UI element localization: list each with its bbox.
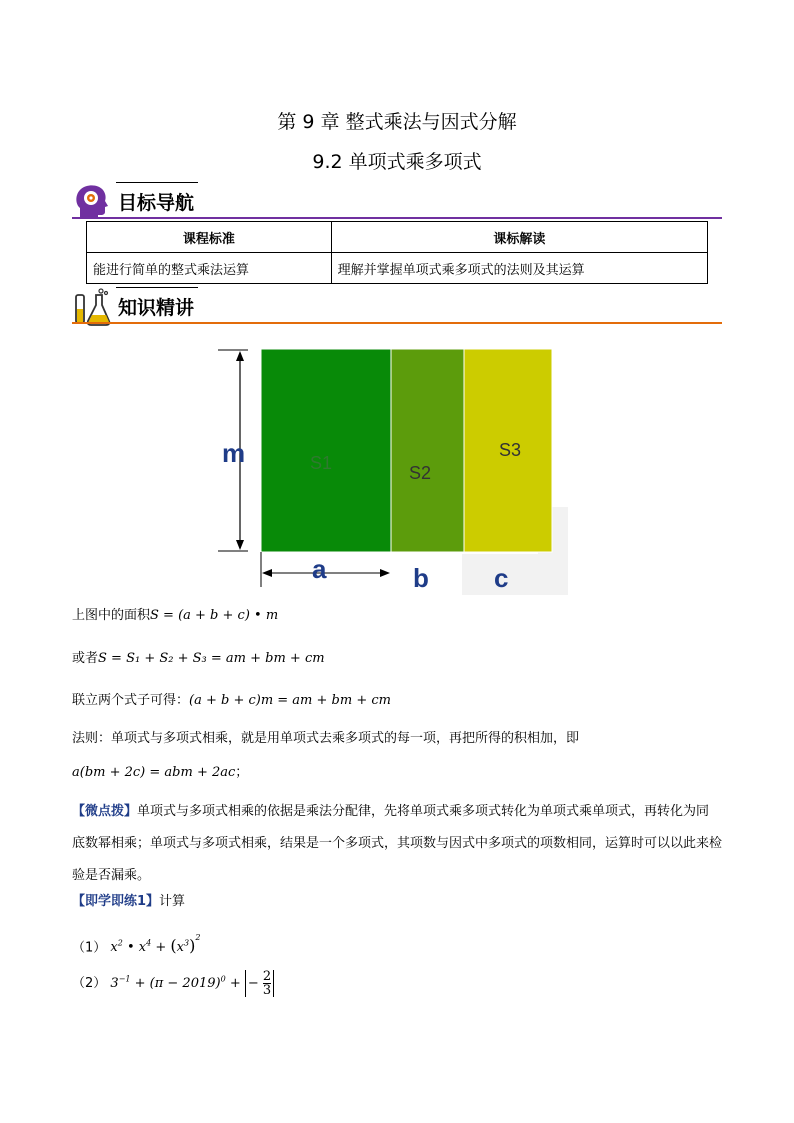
rect-s1 bbox=[261, 349, 391, 552]
formula-sum: S = S₁ + S₂ + S₃ = am + bm + cm bbox=[98, 651, 325, 666]
table-cell: 能进行简单的整式乘法运算 bbox=[87, 253, 332, 284]
label-a: a bbox=[312, 554, 327, 584]
formula-rule: a(bm + 2c) = abm + 2ac bbox=[72, 765, 236, 780]
chapter-title: 第 9 章 整式乘法与因式分解 bbox=[277, 111, 517, 133]
sum-formula-line: 或者S = S₁ + S₂ + S₃ = am + bm + cm bbox=[72, 651, 325, 666]
label-s1: S1 bbox=[310, 453, 333, 473]
table-cell: 理解并掌握单项式乘多项式的法则及其运算 bbox=[331, 253, 707, 284]
rule-formula-line: a(bm + 2c) = abm + 2ac； bbox=[72, 765, 249, 780]
head-gear-icon bbox=[72, 182, 112, 222]
section-title: 9.2 单项式乘多项式 bbox=[312, 151, 482, 173]
tip-text: 单项式与多项式相乘的依据是乘法分配律，先将单项式乘多项式转化为单项式乘单项式，再转化为同底数幂相乘；单项式与多项式相乘，结果是一个多项式，其项数与因式中多项式的项数相同，运算时可以以此来检验是否漏乘。 bbox=[72, 804, 723, 883]
label-b: b bbox=[413, 563, 429, 593]
tip-paragraph bbox=[72, 796, 722, 892]
area-figure bbox=[218, 347, 570, 597]
section-header-goal bbox=[72, 182, 722, 222]
area-formula-line: 上图中的面积S = (a + b + c) • m bbox=[72, 608, 279, 623]
label-c: c bbox=[494, 563, 509, 593]
combined-formula-line: 联立两个式子可得：(a + b + c)m = am + bm + cm bbox=[72, 693, 391, 708]
question-2: （2） $3^{-1} + (\pi - 2019)^0$ + − $\frac{2}{3}$ bbox=[72, 970, 274, 1002]
question-1: （1） $x^2$ • $x^4 + (x^3)^2$ bbox=[72, 933, 201, 956]
q1-expression: $x^2$ • $x^4 + (x^3)^2$ bbox=[110, 933, 201, 956]
section-label-goal: 目标导航 bbox=[118, 192, 195, 214]
section-rule-goal bbox=[72, 217, 722, 219]
curriculum-table bbox=[86, 221, 708, 284]
rect-s2 bbox=[391, 349, 464, 552]
label-s3: S3 bbox=[499, 440, 522, 460]
formula-combined: (a + b + c)m = am + bm + cm bbox=[189, 693, 391, 708]
section-label-knowledge: 知识精讲 bbox=[118, 297, 195, 319]
section-header-knowledge bbox=[72, 287, 722, 327]
table-header-row bbox=[87, 222, 708, 253]
table-header: 课程标准 bbox=[87, 222, 332, 253]
label-m: m bbox=[222, 438, 246, 468]
label-s2: S2 bbox=[409, 463, 432, 483]
tip-label: 【微点拨】 bbox=[72, 804, 138, 819]
rule-text: 法则：单项式与多项式相乘，就是用单项式去乘多项式的每一项，再把所得的积相加，即 bbox=[72, 731, 580, 746]
table-row bbox=[87, 253, 708, 284]
practice-label: 【即学即练1】 bbox=[72, 894, 160, 909]
flask-icon bbox=[72, 287, 112, 327]
practice-heading: 【即学即练1】计算 bbox=[72, 894, 186, 909]
formula-area: S = (a + b + c) • m bbox=[150, 608, 279, 623]
section-rule-knowledge bbox=[72, 322, 722, 324]
q2-expression: $3^{-1} + (\pi - 2019)^0$ + − $\frac{2}{3}$ bbox=[110, 970, 274, 997]
table-header: 课标解读 bbox=[331, 222, 707, 253]
